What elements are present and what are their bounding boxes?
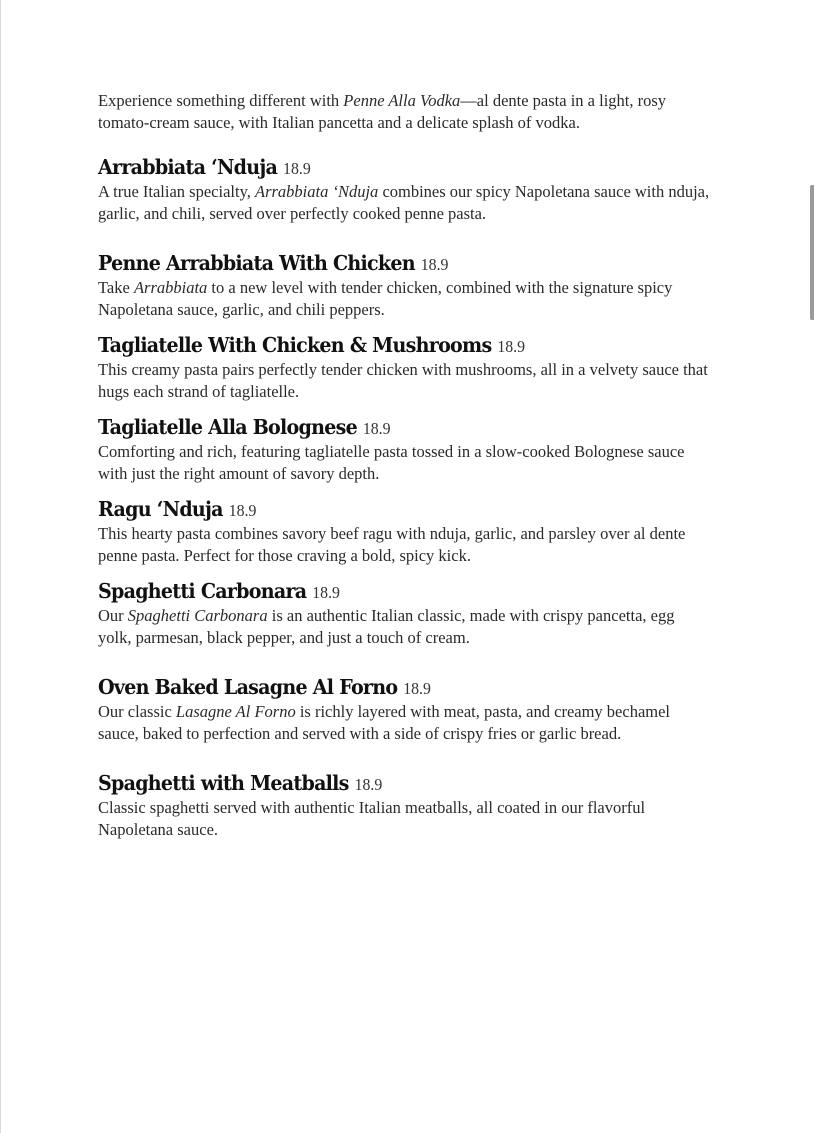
item-name: Tagliatelle Alla Bolognese (98, 415, 357, 439)
item-name: Ragu ‘Nduja (98, 497, 223, 521)
item-price: 18.9 (228, 501, 257, 520)
item-description: Comforting and rich, featuring tagliatelle pasta tossed in a slow-cooked Bolognese sauce with just the right amount of savory depth. (98, 442, 685, 483)
item-price: 18.9 (420, 255, 449, 274)
menu-item-arrabbiata-nduja (98, 155, 710, 224)
menu-item-spaghetti-carbonara (98, 579, 710, 648)
item-title (98, 333, 667, 359)
menu-item-ragu-nduja (98, 497, 710, 566)
menu-item-penne-arrabbiata-chicken (98, 251, 710, 320)
item-price: 18.9 (312, 583, 340, 602)
item-price: 18.9 (362, 419, 391, 438)
desc-text: combines our spicy Napoletana sauce with nduja, garlic, and chili, served over perfectly cooked penne pasta. (98, 182, 710, 223)
menu-item-tagliatelle-chicken-mushrooms (98, 333, 710, 402)
item-price: 18.9 (403, 679, 431, 698)
item-name: Oven Baked Lasagne Al Forno (98, 675, 398, 699)
desc-text: Our (98, 606, 128, 625)
menu-item-lasagne-al-forno (98, 675, 710, 744)
item-price: 18.9 (354, 775, 383, 794)
item-title (98, 415, 667, 441)
intro-prefix: Experience something different with (98, 91, 344, 110)
intro-emphasis: Penne Alla Vodka (343, 91, 461, 110)
page-edge (0, 0, 1, 1133)
desc-emphasis: Spaghetti Carbonara (127, 606, 268, 625)
intro-suffix: —al dente pasta in a light, rosy tomato-cream sauce, with Italian pancetta and a delicate splash of vodka. (98, 91, 667, 132)
item-description (98, 181, 710, 224)
desc-text: Our classic (98, 702, 176, 721)
item-price: 18.9 (283, 159, 311, 178)
desc-emphasis: Lasagne Al Forno (175, 702, 296, 721)
scrollbar-thumb[interactable] (810, 185, 814, 320)
menu-item-tagliatelle-bolognese (98, 415, 710, 484)
item-title (98, 579, 667, 605)
desc-text: Take (98, 278, 134, 297)
item-title (98, 497, 667, 523)
desc-text: is richly layered with meat, pasta, and creamy bechamel sauce, baked to perfection and served with a side of crispy fries or garlic bread. (98, 702, 671, 743)
desc-text: to a new level with tender chicken, combined with the signature spicy Napoletana sauce, garlic, and chili peppers. (98, 278, 673, 319)
item-description: This creamy pasta pairs perfectly tender chicken with mushrooms, all in a velvety sauce that hugs each strand of tagliatelle. (98, 360, 708, 401)
item-name: Arrabbiata ‘Nduja (98, 155, 278, 179)
item-name: Spaghetti Carbonara (98, 579, 307, 603)
desc-emphasis: Arrabbiata ‘Nduja (255, 182, 379, 201)
item-description (98, 605, 710, 648)
item-name: Spaghetti with Meatballs (98, 771, 349, 795)
desc-text: is an authentic Italian classic, made with crispy pancetta, egg yolk, parmesan, black pepper, and just a touch of cream. (98, 606, 675, 647)
desc-emphasis: Arrabbiata (133, 278, 208, 297)
item-title (98, 251, 667, 277)
item-title (98, 675, 667, 701)
item-description: Classic spaghetti served with authentic Italian meatballs, all coated in our flavorful Napoletana sauce. (98, 798, 646, 839)
item-name: Penne Arrabbiata With Chicken (98, 251, 415, 275)
item-name: Tagliatelle With Chicken & Mushrooms (98, 333, 492, 357)
item-title (98, 771, 667, 797)
desc-text: A true Italian specialty, (98, 182, 255, 201)
menu-item-spaghetti-meatballs (98, 771, 710, 840)
item-description (98, 277, 710, 320)
menu-page (98, 90, 710, 853)
item-title (98, 155, 667, 181)
intro-text (98, 90, 710, 133)
item-description: This hearty pasta combines savory beef ragu with nduja, garlic, and parsley over al dente penne pasta. Perfect for those craving a bold, spicy kick. (98, 524, 686, 565)
item-description (98, 701, 710, 744)
item-price: 18.9 (497, 337, 526, 356)
